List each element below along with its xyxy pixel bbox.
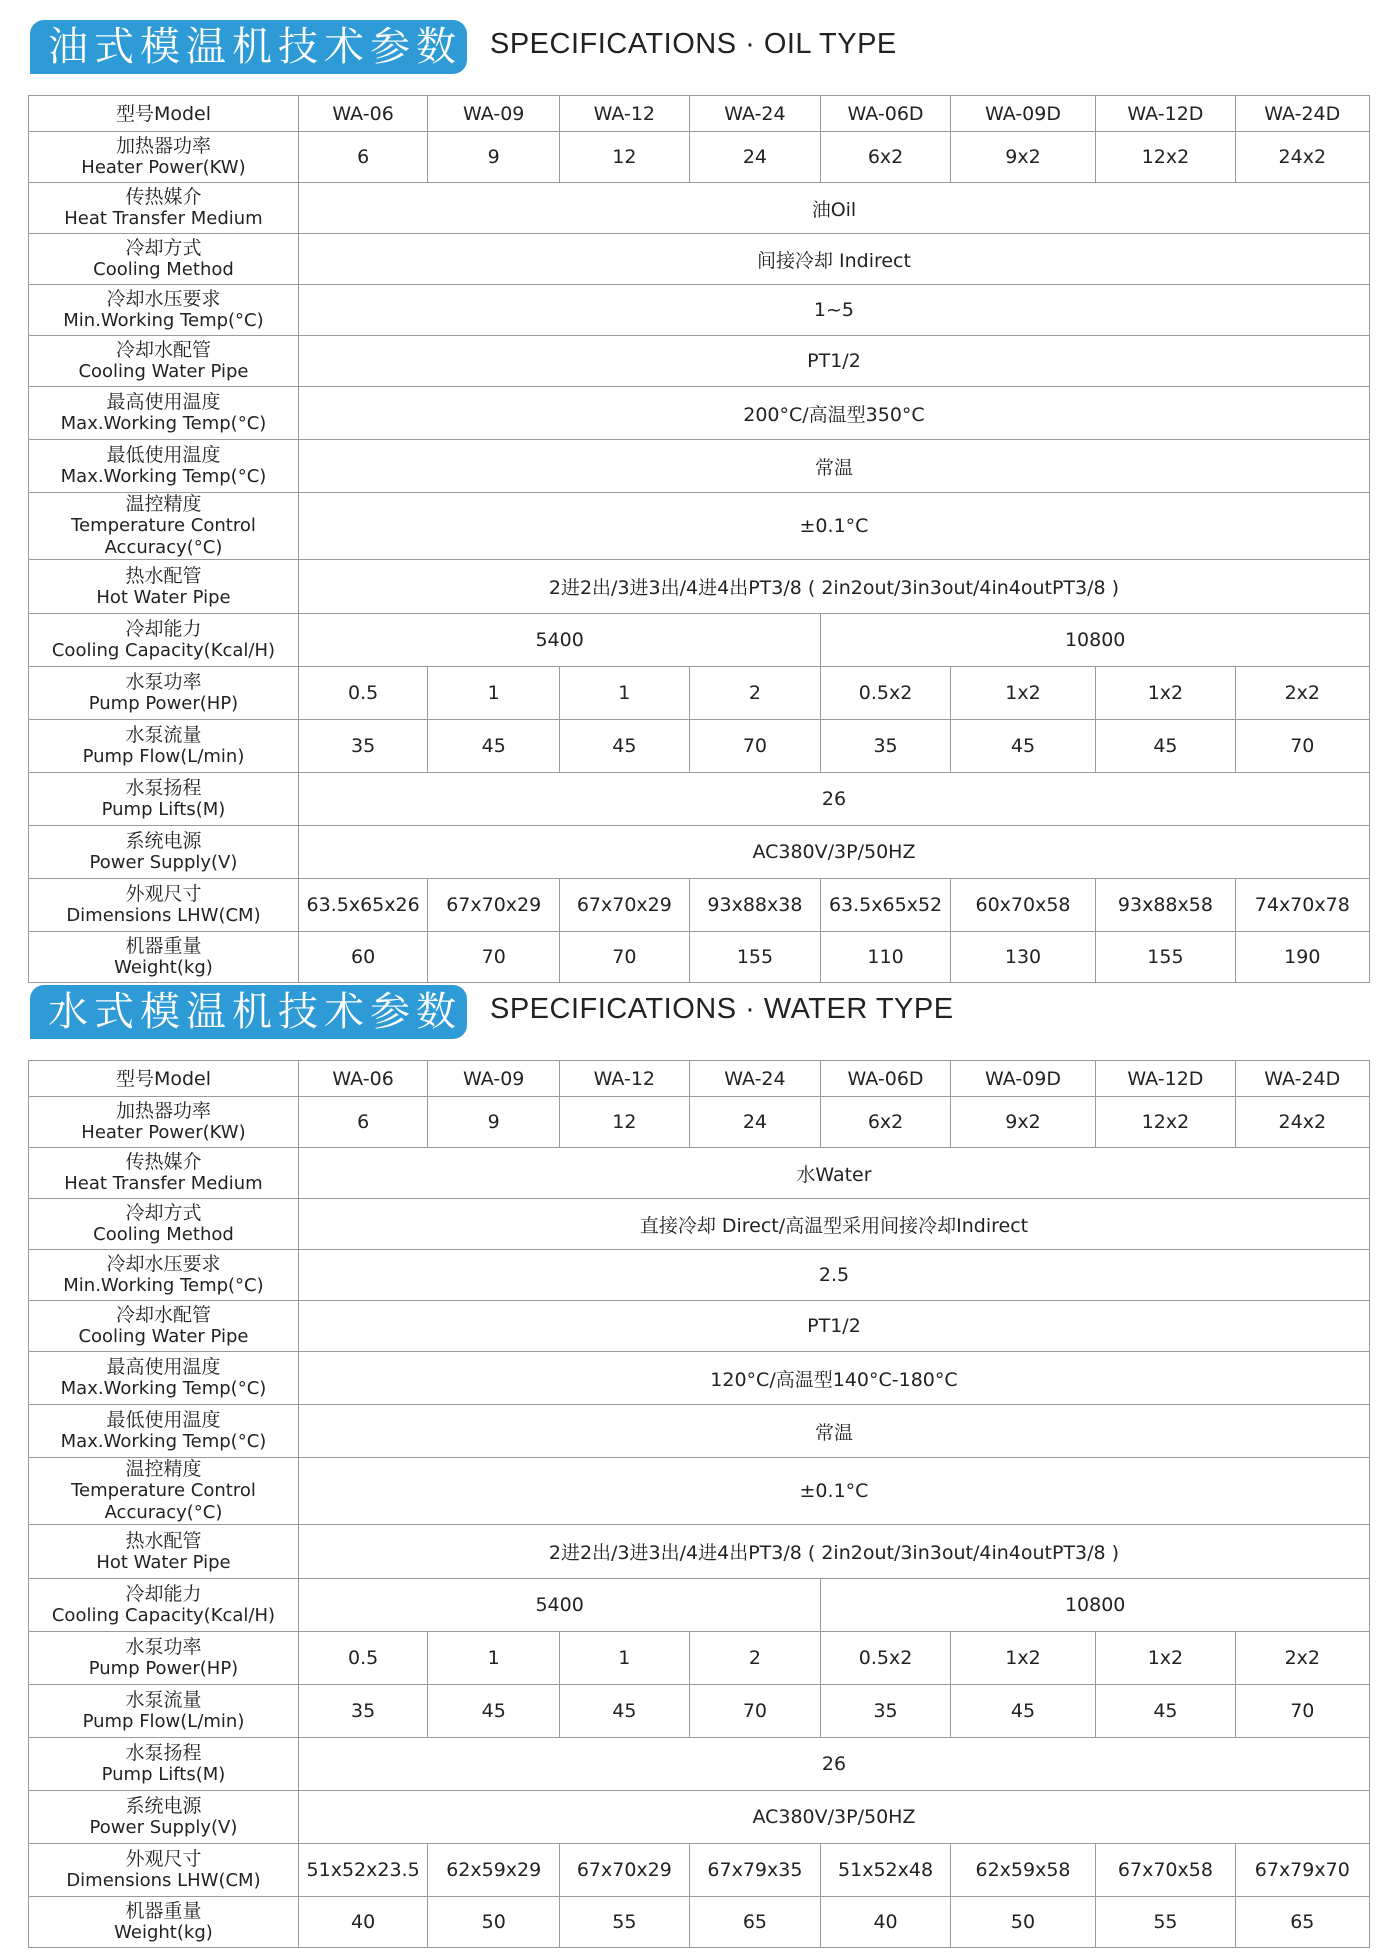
row-weight: [29, 1897, 1370, 1948]
row-max-temp: [29, 1352, 1370, 1405]
row-label-en: Cooling Water Pipe: [78, 1326, 249, 1347]
row-pump-lifts: [29, 1738, 1370, 1791]
row-pump-power: [29, 1632, 1370, 1685]
row-label-cn: 外观尺寸: [125, 883, 202, 905]
row-label-cn: 最低使用温度: [106, 444, 221, 466]
model-header-cell: WA-09D: [950, 96, 1096, 132]
row-heater-power: [29, 1097, 1370, 1148]
row-label-en: Max.Working Temp(°C): [60, 413, 267, 434]
value-cell: 1: [560, 1632, 689, 1685]
value-cell: 45: [1096, 1685, 1235, 1738]
row-label: [29, 1301, 299, 1352]
row-label: [29, 1844, 299, 1897]
row-label-cn: 冷却水配管: [115, 1304, 211, 1326]
row-pump-power: [29, 667, 1370, 720]
value-cell: 12: [560, 132, 689, 183]
value-cell-merged: 2.5: [298, 1250, 1369, 1301]
row-label: [29, 285, 299, 336]
row-cooling-capacity: [29, 1579, 1370, 1632]
row-label-en: Power Supply(V): [89, 852, 238, 873]
model-header-cell: WA-12: [560, 1061, 689, 1097]
value-cell: 12x2: [1096, 132, 1235, 183]
value-cell: 155: [689, 932, 821, 983]
row-water-pipe: [29, 1301, 1370, 1352]
section-header: [0, 965, 1400, 1060]
row-label: [29, 1352, 299, 1405]
row-label-cn: 系统电源: [125, 1795, 202, 1817]
value-cell: 70: [689, 720, 821, 773]
value-cell: 50: [950, 1897, 1096, 1948]
value-cell-merged: ±0.1°C: [298, 1458, 1369, 1525]
row-pump-lifts: [29, 773, 1370, 826]
value-cell: 67x79x35: [689, 1844, 821, 1897]
row-max-temp: [29, 387, 1370, 440]
row-label-en: Pump Power(HP): [88, 1658, 239, 1679]
value-cell: 55: [560, 1897, 689, 1948]
value-cell-merged: 常温: [298, 440, 1369, 493]
value-cell: 67x79x70: [1235, 1844, 1369, 1897]
spec-table: [28, 1060, 1370, 1948]
row-cooling-method: [29, 234, 1370, 285]
row-label: [29, 1250, 299, 1301]
row-label-en: Power Supply(V): [89, 1817, 238, 1838]
value-cell: 2x2: [1235, 1632, 1369, 1685]
value-cell-merged: 水Water: [298, 1148, 1369, 1199]
section-subtitle: SPECIFICATIONS · WATER TYPE: [490, 993, 954, 1025]
value-cell-merged: 26: [298, 773, 1369, 826]
row-label-cn: 最低使用温度: [106, 1409, 221, 1431]
row-min-temp: [29, 440, 1370, 493]
row-label: [29, 1405, 299, 1458]
value-cell: 1x2: [950, 1632, 1096, 1685]
row-dimensions: [29, 879, 1370, 932]
value-cell: 40: [298, 1897, 427, 1948]
value-cell: 24: [689, 132, 821, 183]
row-medium: [29, 183, 1370, 234]
row-label-cn: 温控精度: [125, 493, 202, 515]
row-label-cn: 冷却水配管: [115, 339, 211, 361]
row-label-cn: 最高使用温度: [106, 1356, 221, 1378]
row-label-cn: 冷却能力: [125, 1583, 202, 1605]
value-cell: 45: [560, 720, 689, 773]
row-dimensions: [29, 1844, 1370, 1897]
value-cell: 45: [560, 1685, 689, 1738]
value-cell: 155: [1096, 932, 1235, 983]
value-cell: 35: [821, 1685, 950, 1738]
row-accuracy: [29, 1458, 1370, 1525]
row-label-en: Cooling Capacity(Kcal/H): [51, 640, 276, 661]
value-cell: 45: [950, 720, 1096, 773]
row-label: [29, 667, 299, 720]
value-cell: 0.5: [298, 1632, 427, 1685]
value-cell: 70: [1235, 1685, 1369, 1738]
row-label-cn: 传热媒介: [125, 1151, 202, 1173]
row-label-en: Dimensions LHW(CM): [66, 905, 261, 926]
value-cell: 6x2: [821, 132, 950, 183]
value-cell: 0.5x2: [821, 1632, 950, 1685]
row-min-temp: [29, 1405, 1370, 1458]
row-label: [29, 1738, 299, 1791]
row-label: [29, 234, 299, 285]
section-header: [0, 0, 1400, 95]
value-cell: 130: [950, 932, 1096, 983]
value-cell: 2: [689, 667, 821, 720]
value-cell: 12: [560, 1097, 689, 1148]
row-label: [29, 879, 299, 932]
value-cell: 6: [298, 132, 427, 183]
row-label: [29, 773, 299, 826]
value-cell-merged: 1~5: [298, 285, 1369, 336]
value-cell-merged: 120°C/高温型140°C-180°C: [298, 1352, 1369, 1405]
value-cell: 93x88x58: [1096, 879, 1235, 932]
row-cooling-method: [29, 1199, 1370, 1250]
value-cell: 67x70x29: [560, 1844, 689, 1897]
section-title-badge: 油式模温机技术参数: [30, 20, 467, 74]
value-cell: 67x70x29: [560, 879, 689, 932]
model-header-cell: WA-24: [689, 1061, 821, 1097]
row-label: [29, 440, 299, 493]
value-cell: 67x70x58: [1096, 1844, 1235, 1897]
row-power-supply: [29, 1791, 1370, 1844]
value-cell: 10800: [821, 614, 1370, 667]
row-label-en: Min.Working Temp(°C): [63, 1275, 264, 1296]
value-cell: 63.5x65x52: [821, 879, 950, 932]
value-cell: 6x2: [821, 1097, 950, 1148]
row-label-cn: 温控精度: [125, 1458, 202, 1480]
row-label: [29, 1632, 299, 1685]
value-cell: 2: [689, 1632, 821, 1685]
row-label-cn: 水泵功率: [125, 671, 202, 693]
value-cell: 24x2: [1235, 132, 1369, 183]
value-cell: 35: [298, 1685, 427, 1738]
row-label: [29, 1199, 299, 1250]
row-label-cn: 水泵流量: [125, 1689, 202, 1711]
row-label-cn: 最高使用温度: [106, 391, 221, 413]
row-label-cn: 热水配管: [125, 1529, 202, 1552]
value-cell: 1x2: [1096, 1632, 1235, 1685]
row-label-en: Cooling Water Pipe: [78, 361, 249, 382]
row-label-en: Pump Lifts(M): [101, 1764, 226, 1785]
row-label-cn: 热水配管: [125, 564, 202, 587]
value-cell: 0.5: [298, 667, 427, 720]
value-cell: 9: [428, 1097, 560, 1148]
row-label-cn: 水泵流量: [125, 724, 202, 746]
model-header-cell: WA-06: [298, 96, 427, 132]
model-header-label: 型号Model: [29, 96, 299, 132]
row-label-en: Pump Flow(L/min): [82, 746, 245, 767]
value-cell: 60x70x58: [950, 879, 1096, 932]
section-title-badge: 水式模温机技术参数: [30, 985, 467, 1039]
row-label-cn: 冷却水压要求: [106, 288, 221, 310]
row-label: [29, 826, 299, 879]
value-cell: 35: [821, 720, 950, 773]
value-cell: 35: [298, 720, 427, 773]
value-cell: 70: [428, 932, 560, 983]
value-cell: 5400: [298, 614, 820, 667]
value-cell: 67x70x29: [428, 879, 560, 932]
value-cell-merged: AC380V/3P/50HZ: [298, 826, 1369, 879]
model-header-cell: WA-09: [428, 96, 560, 132]
value-cell: 65: [689, 1897, 821, 1948]
value-cell: 51x52x48: [821, 1844, 950, 1897]
row-label-cn: 冷却方式: [125, 1202, 202, 1224]
model-header-cell: WA-12D: [1096, 1061, 1235, 1097]
value-cell: 51x52x23.5: [298, 1844, 427, 1897]
value-cell: 50: [428, 1897, 560, 1948]
value-cell-merged: 200°C/高温型350°C: [298, 387, 1369, 440]
value-cell: 1x2: [950, 667, 1096, 720]
row-label-en: Heat Transfer Medium: [64, 208, 263, 229]
value-cell-merged: ±0.1°C: [298, 493, 1369, 560]
value-cell-merged: 油Oil: [298, 183, 1369, 234]
row-label-en: Max.Working Temp(°C): [60, 1378, 267, 1399]
model-header-cell: WA-24D: [1235, 96, 1369, 132]
value-cell-merged: 2进2出/3进3出/4进4出PT3/8 ( 2in2out/3in3out/4in4outPT3/8 ): [298, 1525, 1369, 1579]
model-header-cell: WA-06D: [821, 1061, 950, 1097]
value-cell-merged: PT1/2: [298, 1301, 1369, 1352]
row-label: [29, 1685, 299, 1738]
row-label: [29, 1097, 299, 1148]
row-label-en: Hot Water Pipe: [96, 1551, 231, 1573]
model-header-cell: WA-12D: [1096, 96, 1235, 132]
row-label: [29, 1525, 299, 1579]
row-label-cn: 水泵扬程: [125, 1742, 202, 1764]
value-cell-merged: PT1/2: [298, 336, 1369, 387]
value-cell: 55: [1096, 1897, 1235, 1948]
value-cell-merged: 常温: [298, 1405, 1369, 1458]
value-cell: 62x59x29: [428, 1844, 560, 1897]
section-subtitle: SPECIFICATIONS · OIL TYPE: [490, 28, 897, 60]
value-cell-merged: 26: [298, 1738, 1369, 1791]
value-cell-merged: 直接冷却 Direct/高温型采用间接冷却Indirect: [298, 1199, 1369, 1250]
value-cell: 45: [950, 1685, 1096, 1738]
row-label-en: Heater Power(KW): [81, 157, 246, 178]
row-label: [29, 132, 299, 183]
value-cell: 45: [428, 720, 560, 773]
row-accuracy: [29, 493, 1370, 560]
row-label-cn: 传热媒介: [125, 186, 202, 208]
row-label: [29, 1579, 299, 1632]
row-label-en: Min.Working Temp(°C): [63, 310, 264, 331]
row-label-en: Pump Flow(L/min): [82, 1711, 245, 1732]
row-label-en: Cooling Capacity(Kcal/H): [51, 1605, 276, 1626]
value-cell-merged: 2进2出/3进3出/4进4出PT3/8 ( 2in2out/3in3out/4in4outPT3/8 ): [298, 560, 1369, 614]
row-water-pipe: [29, 336, 1370, 387]
value-cell-merged: AC380V/3P/50HZ: [298, 1791, 1369, 1844]
value-cell: 45: [1096, 720, 1235, 773]
row-label-en: Max.Working Temp(°C): [60, 1431, 267, 1452]
row-label-cn: 冷却方式: [125, 237, 202, 259]
value-cell: 74x70x78: [1235, 879, 1369, 932]
model-header-cell: WA-06: [298, 1061, 427, 1097]
row-label: [29, 387, 299, 440]
value-cell: 70: [1235, 720, 1369, 773]
row-label: [29, 1897, 299, 1948]
spec-section-water: [0, 965, 1400, 1943]
row-label: [29, 1458, 299, 1525]
row-label-en: Temperature Control Accuracy(°C): [71, 1480, 256, 1523]
row-label: [29, 1791, 299, 1844]
value-cell: 45: [428, 1685, 560, 1738]
row-label-en: Pump Power(HP): [88, 693, 239, 714]
row-label-en: Cooling Method: [93, 1224, 234, 1245]
value-cell: 1: [428, 667, 560, 720]
row-label-cn: 机器重量: [125, 1900, 202, 1922]
value-cell: 10800: [821, 1579, 1370, 1632]
row-water-pressure: [29, 1250, 1370, 1301]
row-medium: [29, 1148, 1370, 1199]
value-cell-merged: 间接冷却 Indirect: [298, 234, 1369, 285]
value-cell: 6: [298, 1097, 427, 1148]
row-label-en: Heater Power(KW): [81, 1122, 246, 1143]
row-label-en: Pump Lifts(M): [101, 799, 226, 820]
value-cell: 70: [689, 1685, 821, 1738]
value-cell: 60: [298, 932, 427, 983]
value-cell: 2x2: [1235, 667, 1369, 720]
row-label: [29, 614, 299, 667]
row-label-en: Cooling Method: [93, 259, 234, 280]
table-header-row: [29, 96, 1370, 132]
value-cell: 1: [560, 667, 689, 720]
row-label-en: Heat Transfer Medium: [64, 1173, 263, 1194]
row-label: [29, 493, 299, 560]
row-label: [29, 720, 299, 773]
row-cooling-capacity: [29, 614, 1370, 667]
row-label-cn: 系统电源: [125, 830, 202, 852]
row-water-pressure: [29, 285, 1370, 336]
value-cell: 9: [428, 132, 560, 183]
value-cell: 1x2: [1096, 667, 1235, 720]
value-cell: 190: [1235, 932, 1369, 983]
row-label-en: Weight(kg): [114, 957, 213, 978]
row-power-supply: [29, 826, 1370, 879]
row-label-en: Temperature Control Accuracy(°C): [71, 515, 256, 558]
value-cell: 12x2: [1096, 1097, 1235, 1148]
model-header-cell: WA-09: [428, 1061, 560, 1097]
value-cell: 40: [821, 1897, 950, 1948]
spec-table: [28, 95, 1370, 983]
row-pump-flow: [29, 720, 1370, 773]
table-header-row: [29, 1061, 1370, 1097]
row-hot-pipe: [29, 560, 1370, 614]
row-label-cn: 冷却水压要求: [106, 1253, 221, 1275]
row-label: [29, 1148, 299, 1199]
row-label-en: Hot Water Pipe: [96, 586, 231, 608]
value-cell: 24x2: [1235, 1097, 1369, 1148]
value-cell: 62x59x58: [950, 1844, 1096, 1897]
model-header-cell: WA-09D: [950, 1061, 1096, 1097]
value-cell: 1: [428, 1632, 560, 1685]
row-label: [29, 183, 299, 234]
value-cell: 70: [560, 932, 689, 983]
row-label: [29, 336, 299, 387]
value-cell: 63.5x65x26: [298, 879, 427, 932]
model-header-cell: WA-12: [560, 96, 689, 132]
value-cell: 0.5x2: [821, 667, 950, 720]
value-cell: 65: [1235, 1897, 1369, 1948]
row-label-en: Dimensions LHW(CM): [66, 1870, 261, 1891]
row-pump-flow: [29, 1685, 1370, 1738]
row-label-cn: 外观尺寸: [125, 1848, 202, 1870]
value-cell: 9x2: [950, 132, 1096, 183]
value-cell: 24: [689, 1097, 821, 1148]
row-label-cn: 机器重量: [125, 935, 202, 957]
value-cell: 5400: [298, 1579, 820, 1632]
row-label-en: Max.Working Temp(°C): [60, 466, 267, 487]
model-header-cell: WA-06D: [821, 96, 950, 132]
row-label-en: Weight(kg): [114, 1922, 213, 1943]
value-cell: 9x2: [950, 1097, 1096, 1148]
row-label-cn: 水泵扬程: [125, 777, 202, 799]
model-header-label: 型号Model: [29, 1061, 299, 1097]
row-label-cn: 水泵功率: [125, 1636, 202, 1658]
row-label: [29, 560, 299, 614]
row-label-cn: 加热器功率: [115, 135, 211, 157]
model-header-cell: WA-24D: [1235, 1061, 1369, 1097]
value-cell: 110: [821, 932, 950, 983]
row-label-cn: 冷却能力: [125, 618, 202, 640]
row-hot-pipe: [29, 1525, 1370, 1579]
model-header-cell: WA-24: [689, 96, 821, 132]
value-cell: 93x88x38: [689, 879, 821, 932]
row-label-cn: 加热器功率: [115, 1100, 211, 1122]
row-heater-power: [29, 132, 1370, 183]
